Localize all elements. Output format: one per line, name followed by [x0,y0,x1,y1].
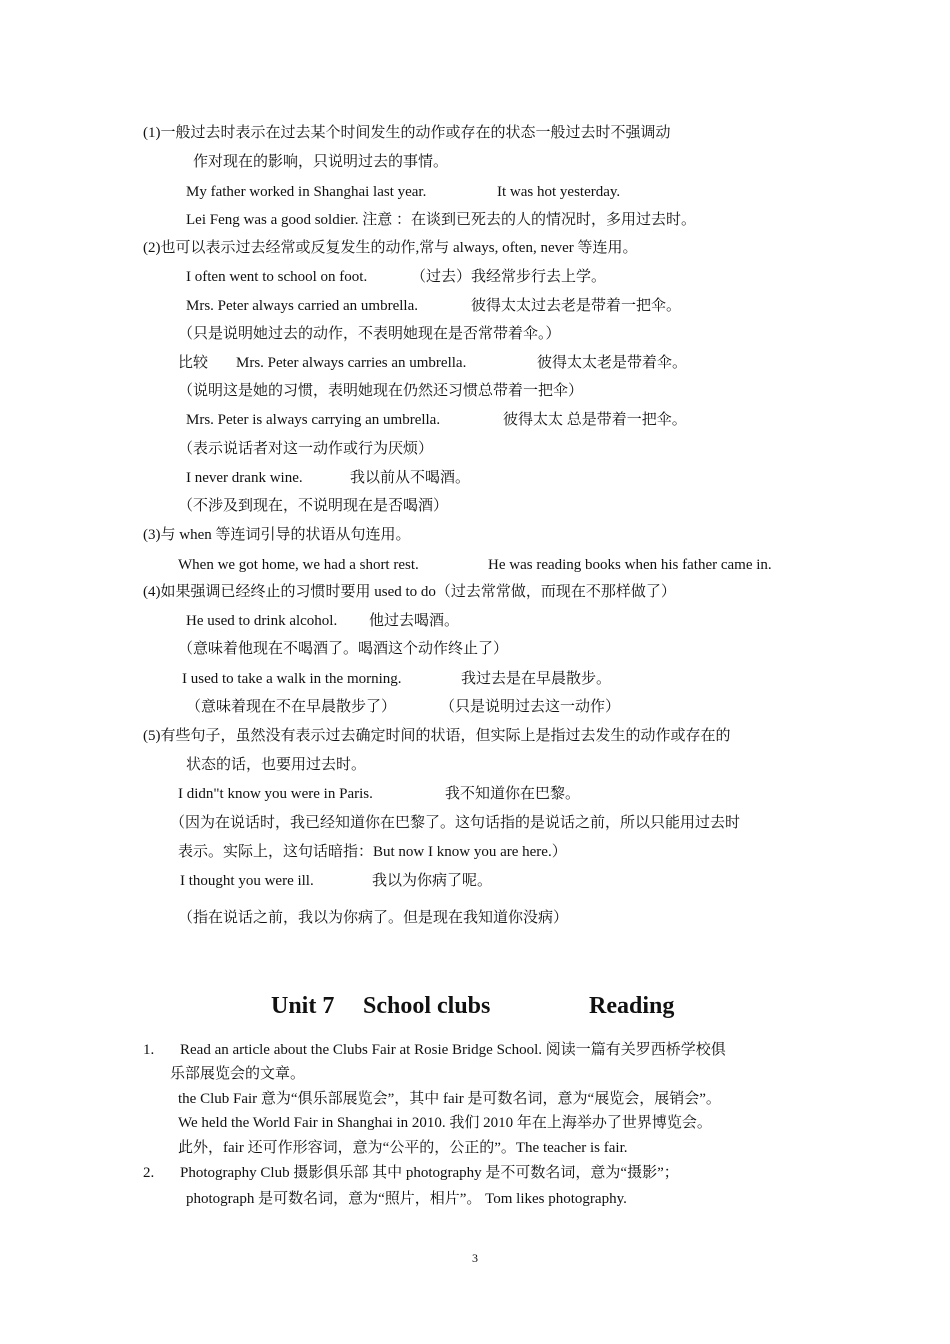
example-2c-note: （表示说话者对这一动作或行为厌烦） [178,441,434,457]
example-5b-zh: 我以为你病了呢。 [372,873,493,889]
point-5-line-1: (5)有些句子，虽然没有表示过去确定时间的状语，但实际上是指过去发生的动作或存在的 [143,728,731,744]
example-2b-zh: 彼得太太过去老是带着一把伞。 [471,298,682,314]
example-5a-zh: 我不知道你在巴黎。 [445,786,581,802]
example-1b: It was hot yesterday. [497,184,621,200]
example-5b-note: （指在说话之前，我以为你病了。但是现在我知道你没病） [178,910,569,926]
point-1-line-2: 作对现在的影响，只说明过去的事情。 [193,154,449,170]
example-2d-zh: 我以前从不喝酒。 [350,470,471,486]
note-1-line-2: 乐部展览会的文章。 [170,1066,306,1082]
note-1-number: 1. [143,1042,155,1058]
compare-note: （说明这是她的习惯，表明她现在仍然还习惯总带着一把伞） [178,383,584,399]
example-2b-en: Mrs. Peter always carried an umbrella. [186,298,418,314]
example-4a-note: （意味着他现在不喝酒了。喝酒这个动作终止了） [178,641,509,657]
compare-zh: 彼得太太老是带着伞。 [537,355,688,371]
point-4: (4)如果强调已经终止的习惯时要用 used to do（过去常常做，而现在不那样做了） [143,584,676,600]
example-1a: My father worked in Shanghai last year. [186,184,427,200]
example-2a-zh: （过去）我经常步行去上学。 [411,269,607,285]
example-4a-zh: 他过去喝酒。 [369,613,460,629]
example-4b-zh: 我过去是在早晨散步。 [461,671,612,687]
example-5a-en: I didn"t know you were in Paris. [178,786,373,802]
example-1c: Lei Feng was a good soldier. 注意 ：在谈到已死去的人的情况时，多用过去时。 [186,212,696,228]
compare-en: Mrs. Peter always carries an umbrella. [236,355,467,371]
page-number: 3 [472,1251,478,1265]
note-1-line-3: the Club Fair 意为“俱乐部展览会”，其中 fair 是可数名词，意为“展览会，展销会”。 [178,1091,721,1107]
unit-topic: School clubs [363,993,491,1019]
point-5-line-2: 状态的话，也要用过去时。 [186,757,367,773]
example-5b-en: I thought you were ill. [180,873,314,889]
compare-label: 比较 [178,355,209,371]
note-1-line-5: 此外，fair 还可作形容词，意为“公平的，公正的”。The teacher is fair. [178,1140,628,1156]
example-4b-en: I used to take a walk in the morning. [182,671,402,687]
note-1-line-4: We held the World Fair in Shanghai in 2010. 我们 2010 年在上海举办了世界博览会。 [178,1115,712,1131]
example-3b: He was reading books when his father came in. [488,557,772,573]
example-4b-note-2: （只是说明过去这一动作） [440,699,621,715]
point-2: (2)也可以表示过去经常或反复发生的动作,常与 always, often, never 等连用。 [143,240,638,256]
point-1-line-1: (1)一般过去时表示在过去某个时间发生的动作或存在的状态一般过去时不强调动 [143,125,671,141]
example-2c-en: Mrs. Peter is always carrying an umbrella. [186,412,441,428]
example-5a-note-1: （因为在说话时，我已经知道你在巴黎了。这句话指的是说话之前，所以只能用过去时 [170,815,741,831]
unit-section: Reading [589,993,675,1019]
example-3a: When we got home, we had a short rest. [178,557,419,573]
example-2d-note: （不涉及到现在，不说明现在是否喝酒） [178,498,449,514]
note-1-line-1: Read an article about the Clubs Fair at Rosie Bridge School. 阅读一篇有关罗西桥学校俱 [180,1042,726,1058]
note-2-line-1: Photography Club 摄影俱乐部 其中 photography 是不可数名词，意为“摄影”； [180,1165,679,1181]
note-2-line-2: photograph 是可数名词，意为“照片，相片”。 Tom likes photography. [186,1191,627,1207]
point-3: (3)与 when 等连词引导的状语从句连用。 [143,527,411,543]
example-2b-note: （只是说明她过去的动作，不表明她现在是否常带着伞。） [178,326,561,342]
example-2c-zh: 彼得太太 总是带着一把伞。 [503,412,687,428]
example-4a-en: He used to drink alcohol. [186,613,338,629]
example-4b-note-1: （意味着现在不在早晨散步了） [186,699,397,715]
example-2d-en: I never drank wine. [186,470,303,486]
example-2a-en: I often went to school on foot. [186,269,368,285]
unit-number: Unit 7 [271,993,335,1019]
example-5a-note-2: 表示。实际上，这句话暗指：But now I know you are here.） [178,844,567,860]
note-2-number: 2. [143,1165,155,1181]
